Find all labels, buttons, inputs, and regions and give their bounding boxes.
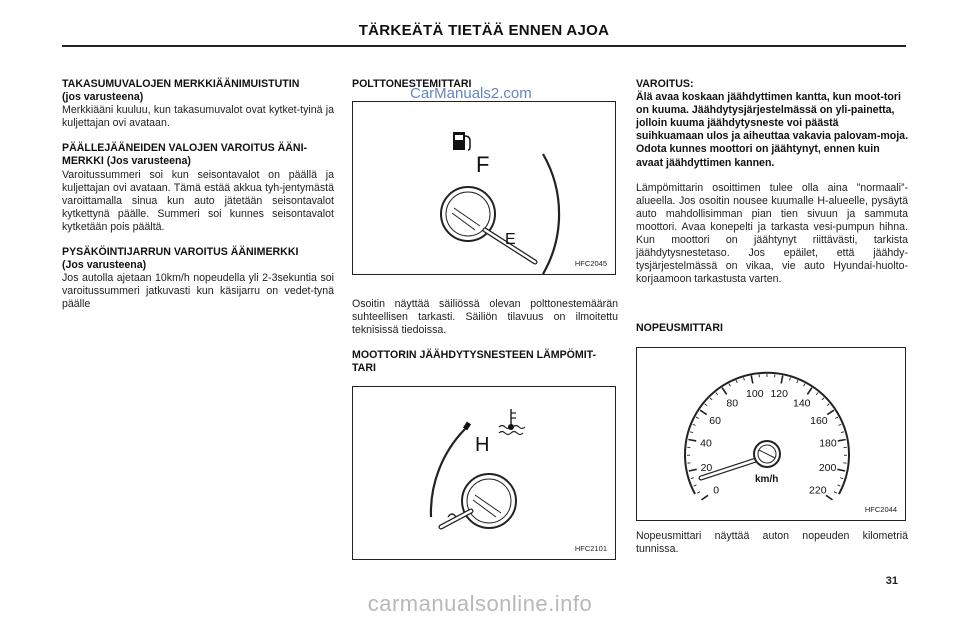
speedometer-heading: NOPEUSMITTARI <box>636 322 723 334</box>
speed-minor-tick <box>690 432 693 433</box>
page-number: 31 <box>885 575 898 587</box>
speed-major-tick <box>826 495 833 500</box>
speed-minor-tick <box>729 384 730 387</box>
middle-column <box>352 298 618 375</box>
speed-label-160: 160 <box>810 415 828 428</box>
speed-label-80: 80 <box>726 397 739 410</box>
speed-minor-tick <box>705 404 707 406</box>
speed-minor-tick <box>697 492 700 493</box>
warning-text: Älä avaa koskaan jäähdyttimen kantta, kun moot-tori on kuuma. Jäähdytysjärjestelmässä on yli-painetta, jolloin kuuma jäähdytysneste voi päästä suihkuamaan ulos ja aiheuttaa vakavia palovam-moja. Odota kunnes moottori on jäähtynyt, ennen kuin avaat jäähdyttimen kannen. <box>636 91 909 169</box>
speed-minor-tick <box>744 378 745 381</box>
speed-major-tick <box>827 410 834 414</box>
rear-fog-reminder-subheading: (jos varusteena) <box>62 91 144 104</box>
speed-major-tick <box>807 388 811 395</box>
temp-hot-letter: H <box>475 434 490 456</box>
fuel-full-letter: F <box>476 152 490 177</box>
left-column <box>62 78 334 312</box>
speed-minor-tick <box>693 424 696 425</box>
speed-label-140: 140 <box>792 397 811 410</box>
rear-fog-reminder-text: Merkkiääni kuuluu, kun takasumuvalot ovat kytket-tyinä ja kuljettajan ovi avataan. <box>62 104 334 130</box>
speed-label-220: 220 <box>809 484 827 497</box>
speed-minor-tick <box>838 424 841 425</box>
speed-label-120: 120 <box>770 388 788 401</box>
fuel-gauge-heading: POLTTONESTEMITTARI <box>352 78 472 90</box>
speed-minor-tick <box>816 393 818 395</box>
speed-minor-tick <box>840 478 843 479</box>
speed-label-60: 60 <box>709 415 721 428</box>
speed-major-tick <box>688 439 696 440</box>
speedometer-illustration <box>637 348 905 520</box>
parking-brake-warning-subheading: (Jos varusteena) <box>62 259 147 272</box>
fuel-gauge-illustration <box>353 102 615 274</box>
lights-on-warning-text: Varoitussummeri soi kun seisontavalot on päällä ja kuljettajan ovi avataan. Tämä estää akkua tyh-jentymästä varoittamalla sinua kun auto jätetään seisontavalot kytkettynä päälle. Summeri soi kunnes seisontavalot kytketään pois päältä. <box>62 168 334 233</box>
coolant-temperature-icon <box>499 409 525 435</box>
right-column <box>636 78 908 286</box>
speed-label-40: 40 <box>700 437 712 450</box>
speedometer-text: Nopeusmittari näyttää auton nopeuden kilometriä tunnissa. <box>636 530 908 556</box>
speed-minor-tick <box>716 393 718 395</box>
speed-major-tick <box>838 439 846 440</box>
speed-minor-tick <box>838 485 841 486</box>
speed-minor-tick <box>797 380 798 383</box>
speed-minor-tick <box>827 404 829 406</box>
temp-gauge-heading: MOOTTORIN JÄÄHDYTYSNESTEEN LÄMPÖMIT-TARI <box>352 349 597 375</box>
speed-minor-tick <box>834 492 837 493</box>
temp-gauge-text: Lämpömittarin osoittimen tulee olla aina ”normaali”-alueella. Jos osoitin nousee kuumalle H-alueelle, pysäytä auto mahdollisimman pian tien sivuun ja sammuta moottori. Avaa konepelti ja tarkasta vesi-pumpun hihna. Kun moottori on jäähtynyt riittävästi, tarkista jäähdytysnestetaso. Jos epäilet, että jäähdy-tysjärjestelmässä on vikaa, vie auto Hyundai-huolto-korjaamoon tarkastusta varten. <box>636 181 908 286</box>
temp-gauge-figure <box>352 386 616 560</box>
rear-fog-reminder-heading: TAKASUMUVALOJEN MERKKIÄÄNIMUISTUTIN <box>62 78 300 90</box>
lights-on-warning-heading: PÄÄLLEJÄÄNEIDEN VALOJEN VAROITUS ÄÄNI-MERKKI (Jos varusteena) <box>62 142 308 168</box>
speed-major-tick <box>837 469 845 471</box>
speed-unit-label: km/h <box>755 474 779 485</box>
warning-heading: VAROITUS: <box>636 78 694 90</box>
speed-label-180: 180 <box>819 437 837 450</box>
speed-minor-tick <box>736 380 737 383</box>
fuel-gauge-figure <box>352 101 616 275</box>
watermark-bottom: carmanualsonline.info <box>367 591 593 616</box>
speedometer-heading-wrap <box>636 322 908 335</box>
speedometer-figure-code: HFC2044 <box>864 505 897 514</box>
speed-minor-tick <box>710 398 712 400</box>
watermark-top: CarManuals2.com <box>410 85 532 102</box>
speed-minor-tick <box>790 378 791 381</box>
speed-minor-tick <box>694 485 697 486</box>
temp-gauge-illustration <box>353 387 615 559</box>
speed-major-tick <box>722 388 726 395</box>
speed-label-200: 200 <box>818 462 837 475</box>
speed-major-tick <box>700 410 707 414</box>
speed-label-20: 20 <box>700 462 713 475</box>
speed-minor-tick <box>804 384 805 387</box>
speed-major-tick <box>781 376 783 384</box>
page-title: TÄRKEÄTÄ TIETÄÄ ENNEN AJOA <box>358 22 610 39</box>
parking-brake-warning-heading: PYSÄKÖINTIJARRUN VAROITUS ÄÄNIMERKKI <box>62 246 299 259</box>
speedometer-figure <box>636 347 906 521</box>
speed-minor-tick <box>841 432 844 433</box>
fuel-empty-letter: E <box>505 231 516 248</box>
speed-minor-tick <box>835 417 838 418</box>
speed-minor-tick <box>696 417 699 418</box>
speed-label-0: 0 <box>713 484 720 497</box>
fuel-gauge-text: Osoitin näyttää säiliössä olevan polttonestemäärän suhteellisen tarkasti. Säiliön tilavuus on ilmoitettu teknisissä tiedoissa. <box>352 298 618 337</box>
parking-brake-warning-text: Jos autolla ajetaan 10km/h nopeudella yli 2-3sekuntia soi varoitussummeri jatkuvasti kun käsijarru on vedet-tynä päälle <box>62 272 334 311</box>
speedometer-text-wrap <box>636 530 908 556</box>
speed-label-100: 100 <box>746 388 764 401</box>
speed-major-tick <box>751 376 753 384</box>
speed-major-tick <box>701 495 708 500</box>
temp-figure-code: HFC2101 <box>574 544 607 553</box>
fuel-figure-code: HFC2045 <box>574 259 607 268</box>
speed-minor-tick <box>822 398 824 400</box>
header-rule <box>62 45 906 47</box>
speed-minor-tick <box>691 478 694 479</box>
fuel-pump-icon <box>453 132 470 150</box>
speed-major-tick <box>689 469 697 471</box>
